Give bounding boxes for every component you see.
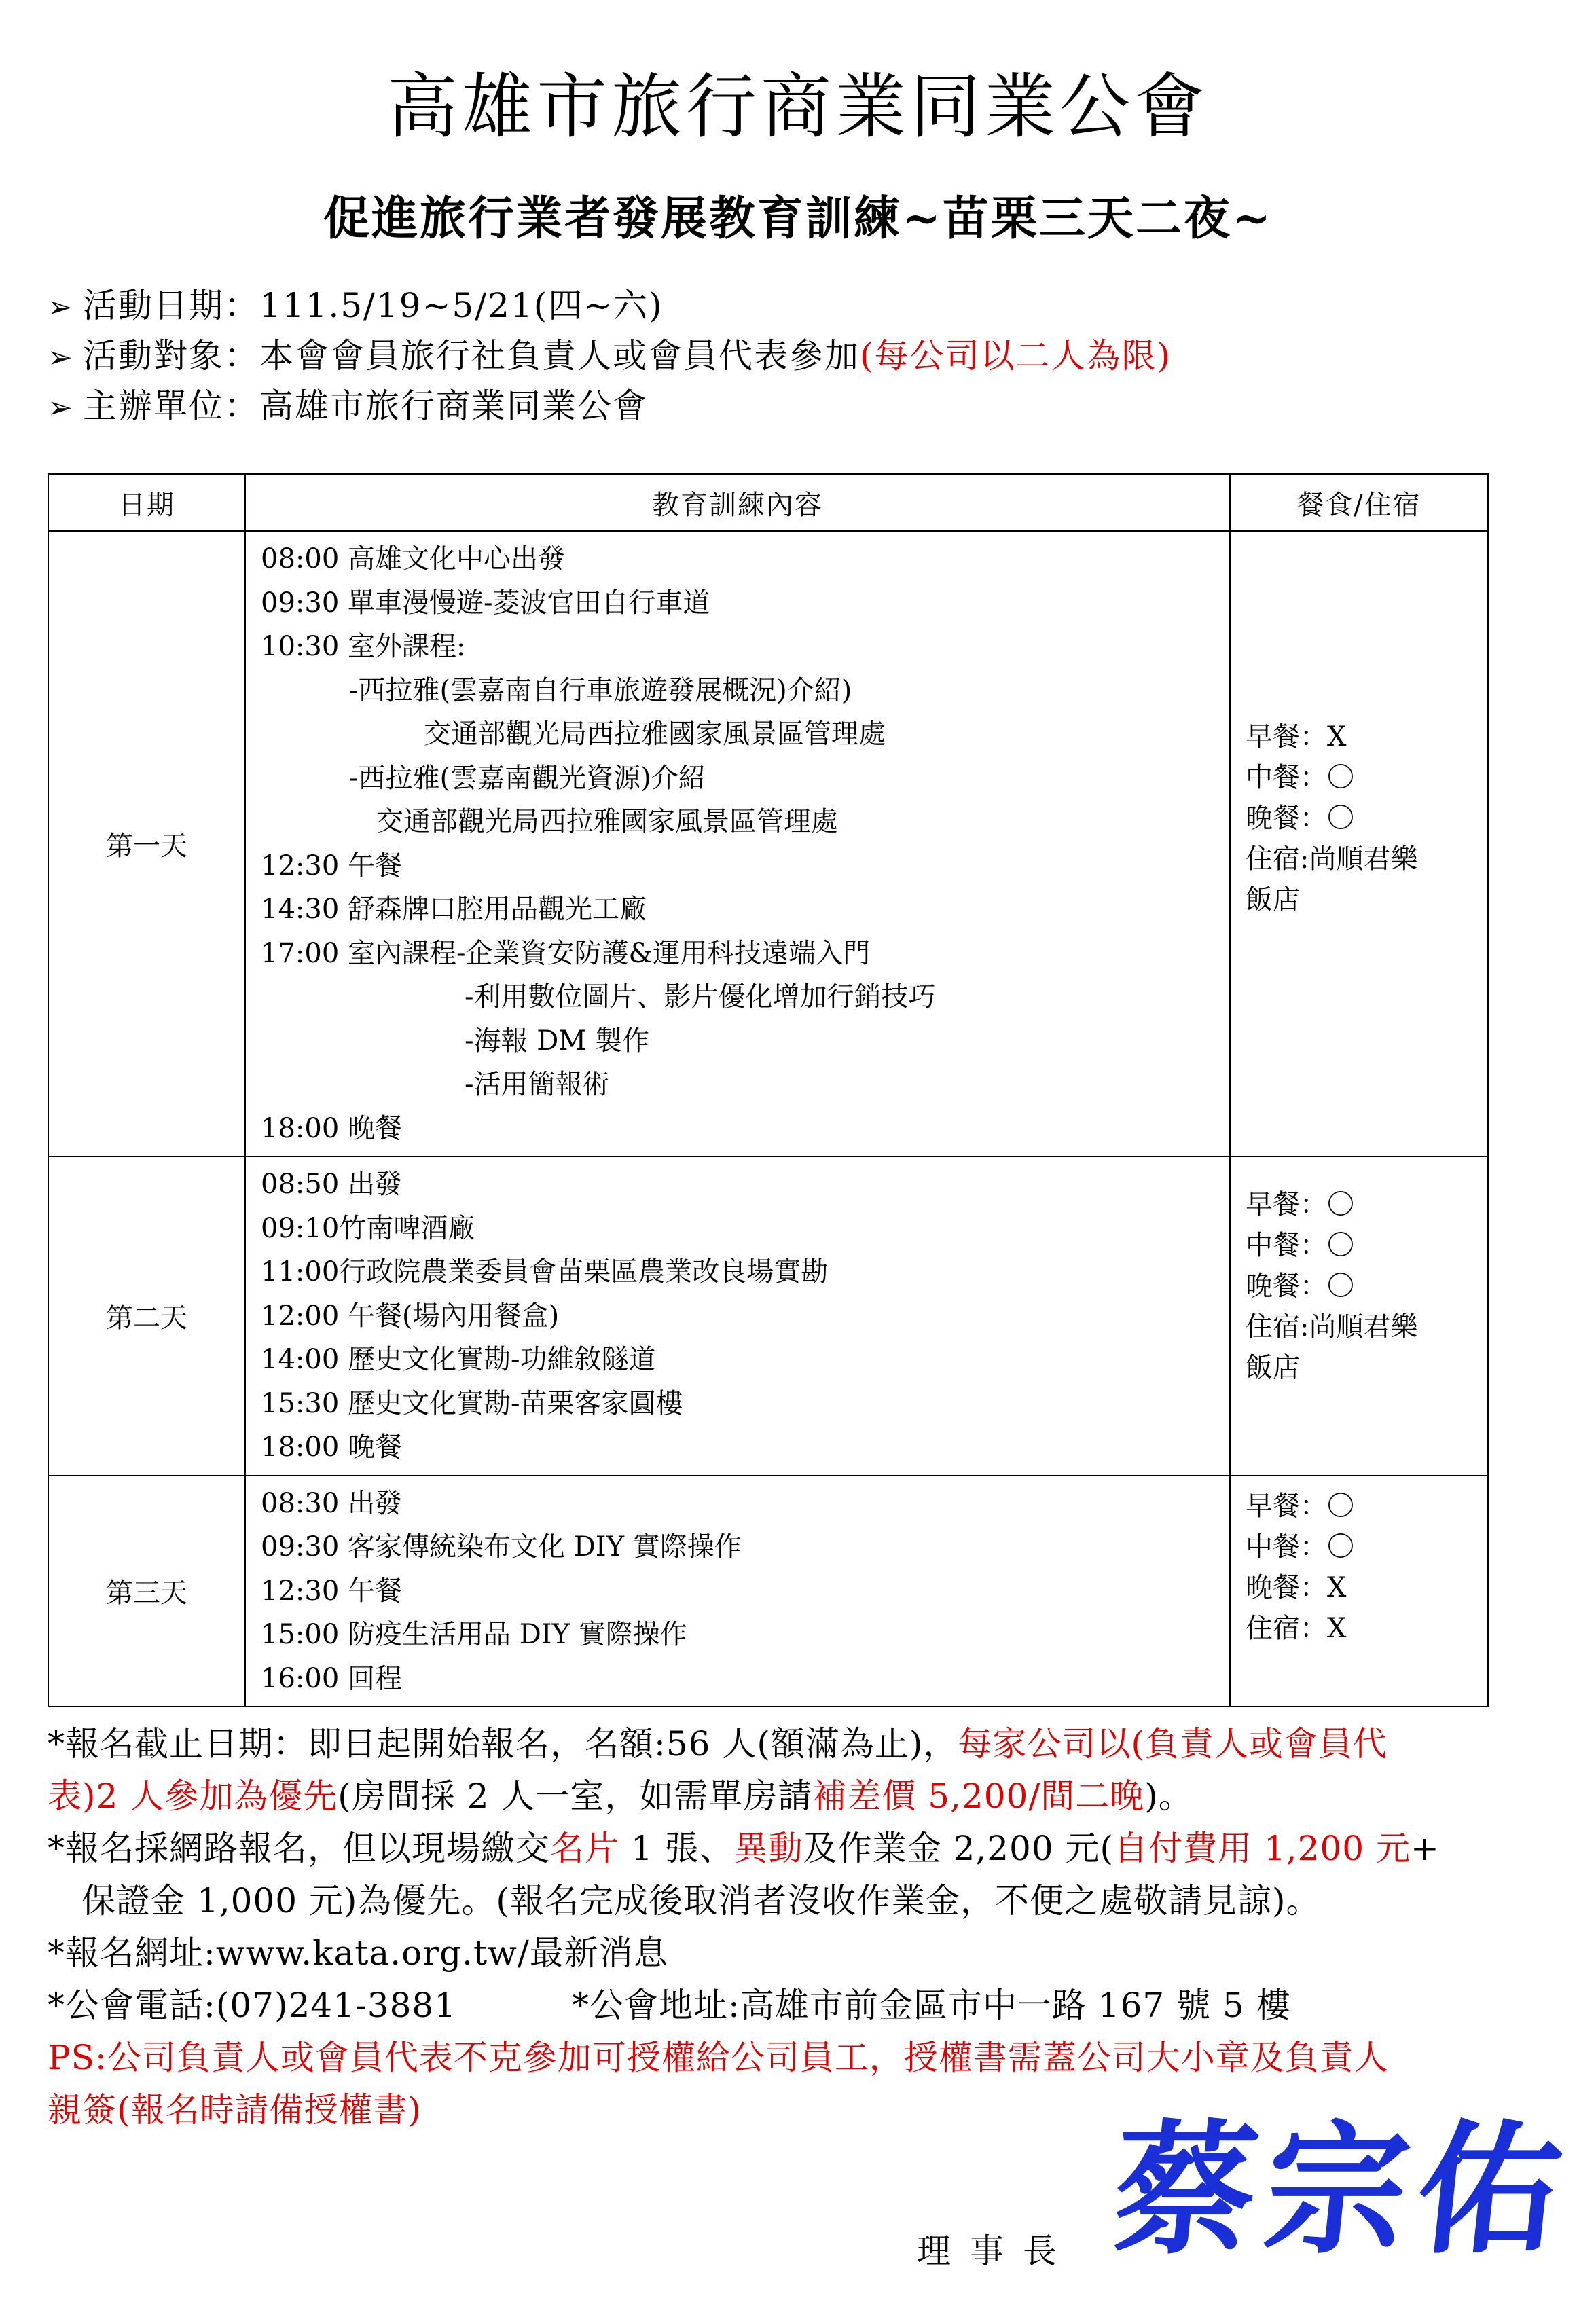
info-target — [48, 329, 1172, 378]
schedule-item: 11:00行政院農業委員會苗栗區農業改良場實勘 — [261, 1256, 829, 1288]
day-label: 第一天 — [48, 531, 245, 1156]
schedule-item: 12:30 午餐 — [261, 1575, 402, 1607]
note-text: + — [1410, 1829, 1440, 1868]
schedule-item: -利用數位圖片、影片優化增加行銷技巧 — [465, 981, 936, 1012]
schedule-item: 15:30 歷史文化實勘-苗栗客家圓樓 — [261, 1387, 683, 1419]
day-content — [245, 1156, 1230, 1476]
note-highlight: 異動 — [733, 1829, 803, 1868]
chairman-signature: 蔡宗佑 — [1105, 2106, 1580, 2274]
meal-item: 早餐：〇 — [1246, 1189, 1354, 1220]
schedule-item: 09:10竹南啤酒廠 — [261, 1212, 475, 1244]
info-date-text: 活動日期：111.5/19~5/21(四~六) — [83, 286, 664, 325]
arrow-bullet-icon: ➢ — [48, 340, 74, 375]
info-date — [48, 278, 664, 327]
info-target-note: (每公司以二人為限) — [860, 336, 1172, 376]
note-highlight: 名片 — [550, 1829, 619, 1868]
day-meals — [1230, 531, 1488, 1156]
note-ps-cont: 親簽(報名時請備授權書) — [48, 2090, 422, 2130]
schedule-item: -西拉雅(雲嘉南觀光資源)介紹 — [349, 762, 706, 794]
note-highlight: 自付費用 1,200 元 — [1114, 1829, 1411, 1868]
schedule-item: 17:00 室內課程-企業資安防護&運用科技遠端入門 — [261, 937, 871, 969]
note-contact — [48, 1980, 1576, 2032]
meal-item: 中餐：〇 — [1246, 762, 1354, 793]
meal-item: 晚餐：〇 — [1246, 803, 1354, 834]
table-header-row — [48, 474, 1488, 531]
note-phone: *公會電話:(07)241-3881 — [48, 1986, 457, 2025]
note-text: *報名採網路報名，但以現場繳交 — [48, 1829, 550, 1868]
note-ps: PS:公司負責人或會員代表不克參加可授權給公司員工，授權書需蓋公司大小章及負責人 — [48, 2038, 1389, 2077]
meal-item: 晚餐：〇 — [1246, 1271, 1354, 1302]
chairman-label: 理事長 — [917, 2231, 1076, 2271]
schedule-item: -海報 DM 製作 — [465, 1025, 649, 1057]
schedule-item: -西拉雅(雲嘉南自行車旅遊發展概況)介紹) — [349, 674, 852, 706]
meal-item: 中餐：〇 — [1246, 1230, 1354, 1261]
schedule-item: 08:00 高雄文化中心出發 — [261, 543, 565, 574]
note-address: *公會地址:高雄市前金區市中一路 167 號 5 樓 — [572, 1986, 1291, 2025]
schedule-item: 交通部觀光局西拉雅國家風景區管理處 — [424, 718, 886, 750]
schedule-item: -活用簡報術 — [465, 1069, 610, 1100]
meal-item: 中餐：〇 — [1246, 1531, 1354, 1563]
meal-item: 飯店 — [1246, 1352, 1300, 1383]
info-organizer — [48, 379, 648, 428]
header-content: 教育訓練內容 — [245, 474, 1230, 531]
meal-item: 晚餐：X — [1246, 1571, 1347, 1603]
meal-item: 早餐：X — [1246, 721, 1347, 752]
schedule-item: 08:50 出發 — [261, 1169, 402, 1200]
arrow-bullet-icon: ➢ — [48, 290, 74, 325]
header-meals: 餐食/住宿 — [1230, 474, 1488, 531]
table-row — [48, 1476, 1488, 1707]
schedule-item: 08:30 出發 — [261, 1487, 402, 1519]
schedule-item: 12:00 午餐(場內用餐盒) — [261, 1300, 560, 1332]
meal-item: 住宿:尚順君樂 — [1246, 843, 1418, 875]
note-highlight: 表)2 人參加為優先 — [48, 1776, 338, 1816]
schedule-item: 09:30 客家傳統染布文化 DIY 實際操作 — [261, 1531, 742, 1563]
schedule-item: 交通部觀光局西拉雅國家風景區管理處 — [376, 806, 838, 837]
info-organizer-text: 主辦單位：高雄市旅行商業同業公會 — [83, 386, 648, 426]
schedule-item: 16:00 回程 — [261, 1662, 402, 1694]
note-website: *報名網址:www.kata.org.tw/最新消息 — [48, 1933, 668, 1973]
schedule-item: 09:30 單車漫慢遊-菱波官田自行車道 — [261, 587, 710, 619]
meal-item: 住宿:尚順君樂 — [1246, 1311, 1418, 1343]
header-date: 日期 — [48, 474, 245, 531]
day-meals — [1230, 1476, 1488, 1707]
day-content — [245, 531, 1230, 1156]
info-target-text: 活動對象：本會會員旅行社負責人或會員代表參加 — [83, 336, 860, 376]
document-title: 高雄市旅行商業同業公會 — [386, 65, 1209, 148]
table-row — [48, 531, 1488, 1156]
note-highlight: 每家公司以(負責人或會員代 — [958, 1724, 1388, 1764]
note-text: (房間採 2 人一室，如需單房請 — [338, 1776, 813, 1816]
note-online — [48, 1823, 1576, 1875]
note-text: )。 — [1144, 1776, 1193, 1816]
note-deadline — [48, 1718, 1576, 1770]
document-subtitle: 促進旅行業者發展教育訓練~苗栗三天二夜~ — [323, 191, 1273, 246]
note-text: 1 張、 — [619, 1829, 734, 1868]
registration-notes — [48, 1718, 1576, 2136]
schedule-item: 18:00 晚餐 — [261, 1431, 402, 1463]
note-text: *報名截止日期：即日起開始報名，名額:56 人(額滿為止)， — [48, 1724, 958, 1764]
day-meals — [1230, 1156, 1488, 1476]
meal-item: 住宿：X — [1246, 1612, 1347, 1644]
note-text: 及作業金 2,200 元( — [803, 1829, 1114, 1868]
schedule-table — [48, 473, 1489, 1707]
schedule-item: 18:00 晚餐 — [261, 1112, 402, 1144]
schedule-item: 12:30 午餐 — [261, 850, 402, 881]
schedule-item: 14:30 舒森牌口腔用品觀光工廠 — [261, 894, 647, 925]
note-deadline-cont — [48, 1770, 1576, 1823]
schedule-item: 15:00 防疫生活用品 DIY 實際操作 — [261, 1619, 687, 1650]
day-label: 第三天 — [48, 1476, 245, 1707]
day-label: 第二天 — [48, 1156, 245, 1476]
arrow-bullet-icon: ➢ — [48, 390, 74, 425]
table-row — [48, 1156, 1488, 1476]
schedule-item: 10:30 室外課程: — [261, 631, 466, 662]
meal-item: 早餐：〇 — [1246, 1490, 1354, 1522]
schedule-item: 14:00 歷史文化實勘-功維敘隧道 — [261, 1344, 656, 1375]
meal-item: 飯店 — [1246, 884, 1300, 915]
day-content — [245, 1476, 1230, 1707]
note-highlight: 補差價 5,200/間二晚 — [812, 1776, 1145, 1816]
note-online-cont: 保證金 1,000 元)為優先。(報名完成後取消者沒收作業金，不便之處敬請見諒)。 — [81, 1881, 1321, 1920]
